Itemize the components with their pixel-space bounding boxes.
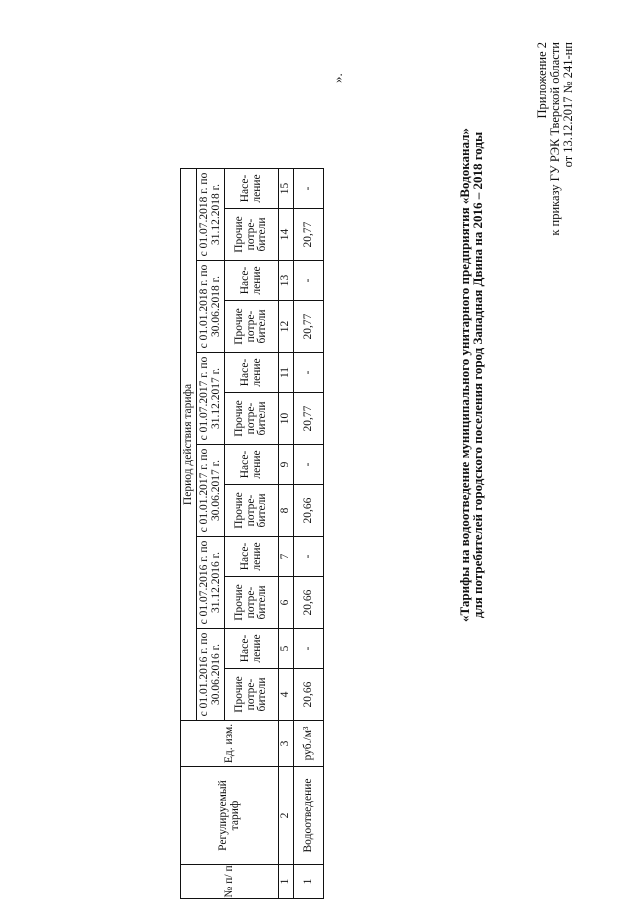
subheader-other: Прочие потре- бители [225,577,279,629]
header-period: Период действия тарифа [181,169,197,721]
subheader-other: Прочие потре- бители [225,485,279,537]
order-date-line: от 13.12.2017 № 241-нп [561,42,575,168]
tariff-value: 20,66 [294,669,324,721]
row-number: 1 [294,865,324,899]
column-index: 11 [279,353,294,393]
row-tariff-name: Водоотведение [294,767,324,865]
period-cell: с 01.07.2016 г. по 31.12.2016 г. [197,537,225,629]
column-index: 10 [279,393,294,445]
column-index: 2 [279,767,294,865]
period-cell: с 01.07.2018 г. по 31.12.2018 г. [197,169,225,261]
column-index: 9 [279,445,294,485]
tariff-value: - [294,169,324,209]
column-index: 13 [279,261,294,301]
period-cell: с 01.01.2018 г. по 30.06.2018 г. [197,261,225,353]
row-unit: руб./м³ [294,721,324,767]
subheader-population: Насе- ление [225,261,279,301]
header-tariff: Регулируемый тариф [181,767,279,865]
tariff-value: - [294,629,324,669]
order-reference-line: к приказу ГУ РЭК Тверской области [548,42,562,236]
column-index: 12 [279,301,294,353]
column-index: 5 [279,629,294,669]
appendix-line: Приложение 2 [535,42,549,119]
tariff-value: 20,77 [294,209,324,261]
subheader-other: Прочие потре- бители [225,669,279,721]
column-index: 6 [279,577,294,629]
column-index: 3 [279,721,294,767]
tariff-value: 20,77 [294,301,324,353]
table-header-row [181,169,197,899]
title-line-2: для потребителей городского поселения город Западная Двина на 2016 – 2018 годы [470,131,485,619]
tariff-value: - [294,353,324,393]
tariff-value: - [294,537,324,577]
column-index: 4 [279,669,294,721]
column-index: 1 [279,865,294,899]
tariff-value: 20,66 [294,485,324,537]
column-index: 8 [279,485,294,537]
document-title [458,0,484,755]
subheader-other: Прочие потре- бители [225,301,279,353]
closing-quote: ». [330,73,345,83]
header-number: № п/ п [181,865,279,899]
appendix-header [536,42,575,282]
column-index: 15 [279,169,294,209]
column-index-row [279,169,294,899]
tariff-table [180,168,324,899]
tariff-value: - [294,261,324,301]
subheader-population: Насе- ление [225,445,279,485]
column-index: 14 [279,209,294,261]
tariff-table-wrapper [180,168,324,899]
subheader-population: Насе- ление [225,169,279,209]
period-cell: с 01.07.2017 г. по 31.12.2017 г. [197,353,225,445]
tariff-value: 20,77 [294,393,324,445]
tariff-value: 20,66 [294,577,324,629]
title-line-1: «Тарифы на водоотведение муниципального унитарного предприятия «Водоканал» [457,128,472,622]
subheader-population: Насе- ление [225,353,279,393]
subheader-population: Насе- ление [225,629,279,669]
period-cell: с 01.01.2016 г. по 30.06.2016 г. [197,629,225,721]
subheader-other: Прочие потре- бители [225,209,279,261]
tariff-value: - [294,445,324,485]
header-unit: Ед. изм. [181,721,279,767]
table-row [294,169,324,899]
column-index: 7 [279,537,294,577]
subheader-other: Прочие потре- бители [225,393,279,445]
subheader-population: Насе- ление [225,537,279,577]
period-cell: с 01.01.2017 г. по 30.06.2017 г. [197,445,225,537]
